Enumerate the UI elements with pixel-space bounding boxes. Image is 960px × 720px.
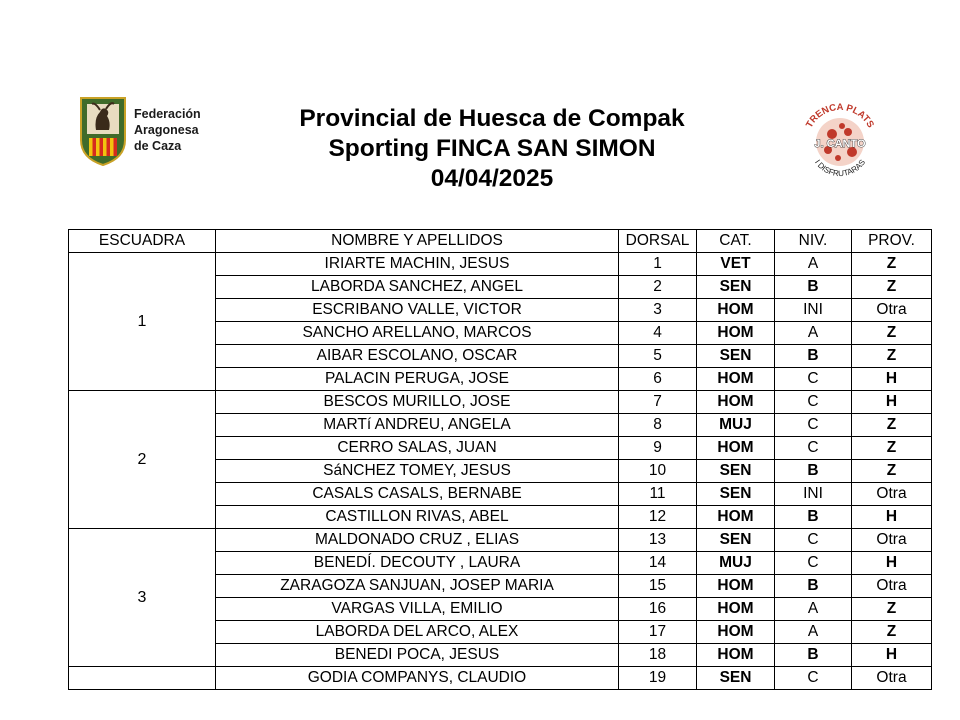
cell-prov: Z	[852, 460, 932, 483]
cell-niv: B	[775, 276, 852, 299]
cell-niv: INI	[775, 483, 852, 506]
cell-cat: HOM	[697, 598, 775, 621]
cell-prov: Otra	[852, 299, 932, 322]
cell-dorsal: 8	[619, 414, 697, 437]
cell-name: MALDONADO CRUZ , ELIAS	[216, 529, 619, 552]
cell-name: ZARAGOZA SANJUAN, JOSEP MARIA	[216, 575, 619, 598]
logo-text-mid: J. CANTO	[814, 138, 866, 150]
cell-niv: A	[775, 322, 852, 345]
cell-niv: B	[775, 460, 852, 483]
cell-niv: C	[775, 667, 852, 690]
participants-table	[68, 229, 932, 690]
cell-niv: B	[775, 345, 852, 368]
federation-crest-icon	[78, 96, 128, 166]
column-header-escuadra: ESCUADRA	[69, 230, 216, 253]
cell-dorsal: 7	[619, 391, 697, 414]
cell-name: AIBAR ESCOLANO, OSCAR	[216, 345, 619, 368]
logo-text-bottom: I DISFRUTARAS	[812, 157, 868, 179]
cell-cat: HOM	[697, 437, 775, 460]
cell-dorsal: 1	[619, 253, 697, 276]
cell-name: CERRO SALAS, JUAN	[216, 437, 619, 460]
cell-name: CASALS CASALS, BERNABE	[216, 483, 619, 506]
participants-table-body	[69, 253, 932, 690]
cell-cat: SEN	[697, 276, 775, 299]
cell-name: BENEDÍ. DECOUTY , LAURA	[216, 552, 619, 575]
cell-prov: Otra	[852, 529, 932, 552]
cell-dorsal: 17	[619, 621, 697, 644]
column-header-dorsal: DORSAL	[619, 230, 697, 253]
cell-cat: HOM	[697, 506, 775, 529]
cell-name: SáNCHEZ TOMEY, JESUS	[216, 460, 619, 483]
cell-dorsal: 2	[619, 276, 697, 299]
cell-prov: H	[852, 644, 932, 667]
cell-prov: H	[852, 552, 932, 575]
cell-dorsal: 19	[619, 667, 697, 690]
cell-name: CASTILLON RIVAS, ABEL	[216, 506, 619, 529]
cell-dorsal: 3	[619, 299, 697, 322]
cell-dorsal: 10	[619, 460, 697, 483]
cell-dorsal: 13	[619, 529, 697, 552]
cell-cat: SEN	[697, 529, 775, 552]
federation-name-line-3: de Caza	[134, 139, 182, 153]
cell-name: SANCHO ARELLANO, MARCOS	[216, 322, 619, 345]
cell-cat: HOM	[697, 322, 775, 345]
cell-niv: C	[775, 414, 852, 437]
cell-name: LABORDA DEL ARCO, ALEX	[216, 621, 619, 644]
cell-niv: C	[775, 437, 852, 460]
cell-cat: HOM	[697, 391, 775, 414]
cell-prov: H	[852, 391, 932, 414]
cell-dorsal: 9	[619, 437, 697, 460]
cell-cat: MUJ	[697, 552, 775, 575]
cell-prov: Z	[852, 414, 932, 437]
cell-niv: B	[775, 575, 852, 598]
logo-text-top: TRENCA PLATS	[803, 101, 877, 130]
squad-number	[69, 667, 216, 690]
squad-number: 2	[69, 391, 216, 529]
cell-niv: C	[775, 368, 852, 391]
cell-prov: H	[852, 506, 932, 529]
table-row	[69, 391, 932, 414]
cell-name: VARGAS VILLA, EMILIO	[216, 598, 619, 621]
cell-cat: SEN	[697, 345, 775, 368]
cell-prov: Z	[852, 322, 932, 345]
cell-dorsal: 15	[619, 575, 697, 598]
cell-dorsal: 6	[619, 368, 697, 391]
cell-name: IRIARTE MACHIN, JESUS	[216, 253, 619, 276]
cell-prov: Z	[852, 598, 932, 621]
cell-prov: Otra	[852, 575, 932, 598]
column-header-cat: CAT.	[697, 230, 775, 253]
cell-dorsal: 14	[619, 552, 697, 575]
column-header-prov: PROV.	[852, 230, 932, 253]
cell-niv: C	[775, 552, 852, 575]
cell-cat: HOM	[697, 621, 775, 644]
cell-prov: Z	[852, 621, 932, 644]
cell-dorsal: 12	[619, 506, 697, 529]
cell-niv: B	[775, 644, 852, 667]
table-header-row	[69, 230, 932, 253]
cell-dorsal: 4	[619, 322, 697, 345]
cell-name: LABORDA SANCHEZ, ANGEL	[216, 276, 619, 299]
cell-dorsal: 5	[619, 345, 697, 368]
cell-prov: Z	[852, 345, 932, 368]
cell-prov: H	[852, 368, 932, 391]
cell-cat: HOM	[697, 575, 775, 598]
table-row	[69, 253, 932, 276]
cell-niv: INI	[775, 299, 852, 322]
federation-name	[134, 106, 234, 154]
cell-niv: A	[775, 621, 852, 644]
title-line-1: Provincial de Huesca de Compak	[299, 105, 685, 132]
squad-number: 1	[69, 253, 216, 391]
document-title	[232, 104, 752, 194]
federation-logo	[78, 96, 228, 168]
cell-cat: VET	[697, 253, 775, 276]
cell-name: BENEDI POCA, JESUS	[216, 644, 619, 667]
cell-niv: C	[775, 529, 852, 552]
cell-prov: Z	[852, 276, 932, 299]
cell-niv: B	[775, 506, 852, 529]
cell-dorsal: 11	[619, 483, 697, 506]
cell-name: BESCOS MURILLO, JOSE	[216, 391, 619, 414]
column-header-nombre: NOMBRE Y APELLIDOS	[216, 230, 619, 253]
table-row	[69, 667, 932, 690]
cell-dorsal: 16	[619, 598, 697, 621]
cell-cat: SEN	[697, 483, 775, 506]
title-line-2: Sporting FINCA SAN SIMON	[328, 135, 656, 162]
cell-name: PALACIN PERUGA, JOSE	[216, 368, 619, 391]
federation-name-line-1: Federación	[134, 107, 201, 121]
cell-cat: SEN	[697, 460, 775, 483]
cell-name: GODIA COMPANYS, CLAUDIO	[216, 667, 619, 690]
cell-niv: A	[775, 253, 852, 276]
cell-dorsal: 18	[619, 644, 697, 667]
cell-niv: C	[775, 391, 852, 414]
cell-prov: Z	[852, 437, 932, 460]
cell-name: ESCRIBANO VALLE, VICTOR	[216, 299, 619, 322]
cell-prov: Otra	[852, 483, 932, 506]
cell-prov: Otra	[852, 667, 932, 690]
column-header-niv: NIV.	[775, 230, 852, 253]
trenca-plats-logo	[798, 100, 882, 184]
event-date: 04/04/2025	[430, 165, 554, 192]
table-row	[69, 529, 932, 552]
cell-cat: MUJ	[697, 414, 775, 437]
cell-prov: Z	[852, 253, 932, 276]
cell-niv: A	[775, 598, 852, 621]
cell-cat: HOM	[697, 368, 775, 391]
cell-name: MARTí ANDREU, ANGELA	[216, 414, 619, 437]
federation-name-line-2: Aragonesa	[134, 123, 199, 137]
squad-number: 3	[69, 529, 216, 667]
cell-cat: HOM	[697, 644, 775, 667]
cell-cat: HOM	[697, 299, 775, 322]
cell-cat: SEN	[697, 667, 775, 690]
